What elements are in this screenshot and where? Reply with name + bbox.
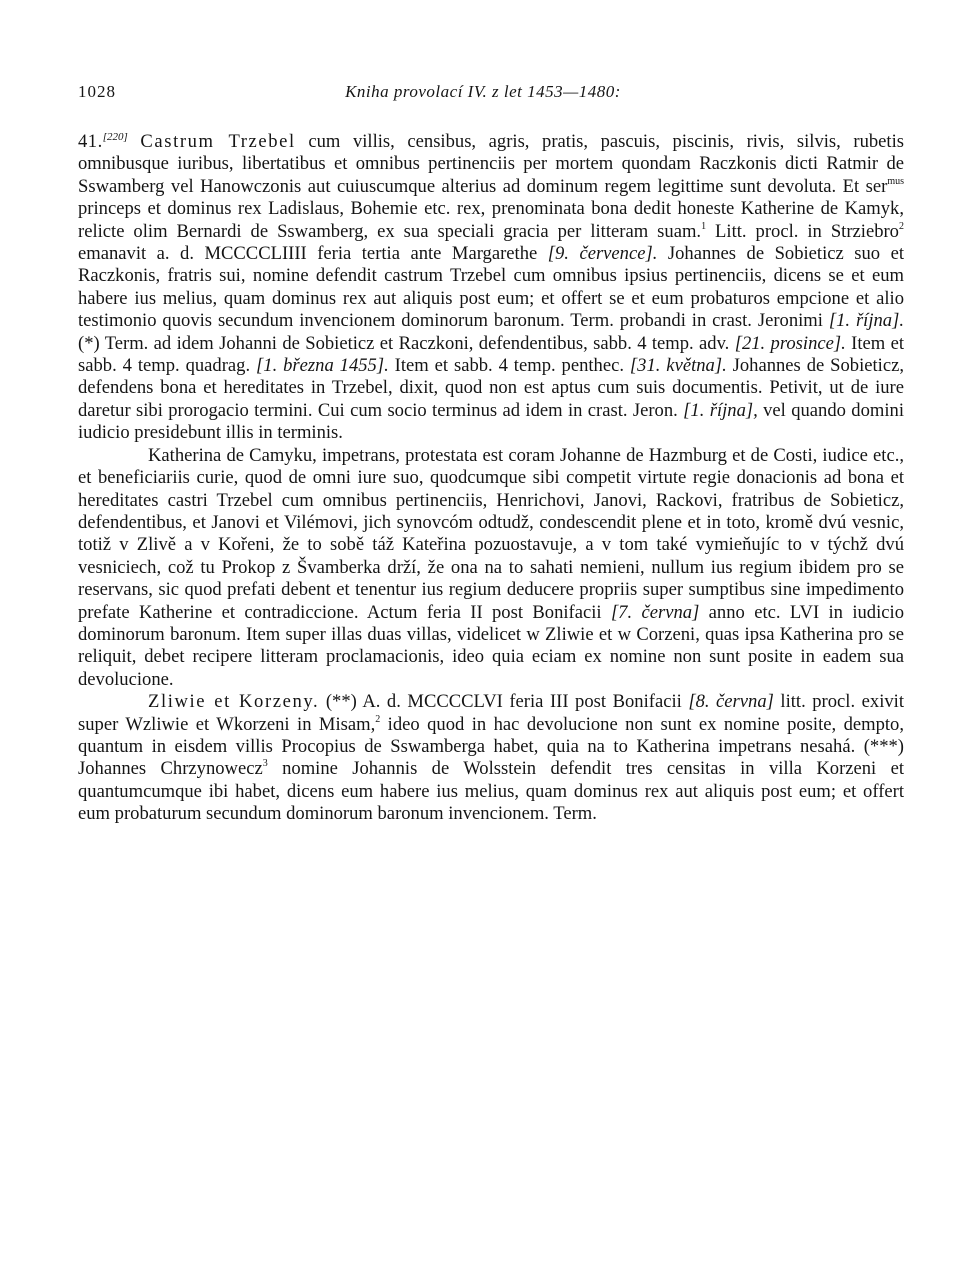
editorial-date: [9. července]. bbox=[547, 243, 658, 265]
text-run: anno etc. LVI in iudicio dominorum baronum. Item super illas duas villas, videlicet w Zliwie et w Corzeni, quas ipsa Katherina pro se reliquit, debet recipere litteram proclamacionis, ideo quia eciam ex nomine non sunt posite in eadem sua devolucione. bbox=[78, 601, 904, 690]
footnote-marker: 1 bbox=[701, 220, 707, 232]
text-run: Johannes de Sobieticz, defendens bona et hereditates in Trzebel, dixit, quod non est aptus cum suis documentis. Petivit, ut de iure daretur sibi prorogacio termini. Cui cum socio terminus ad idem in crast. Jeron. bbox=[78, 355, 905, 421]
editorial-date: [8. června] bbox=[688, 691, 774, 713]
text-run: Litt. procl. in Strziebro bbox=[706, 220, 899, 242]
page-number: 1028 bbox=[78, 82, 116, 101]
text-run: cum villis, censibus, agris, pratis, pascuis, piscinis, rivis, silvis, rubetis omnibusque iuribus, libertatibus et omnibus pertinenciis per mortem quondam Raczkonis dicti Ratmir de Sswamberg vel Hanowczonis aut cuiuscumque alterius ad dominum regem legittime sunt devoluta. Et ser bbox=[78, 131, 904, 197]
text-run: nomine Johannis de Wolsstein defendit tres censitas in villa Korzeni et quantumcumque ibi habet, dicens eum habere ius melius, quam dominus rex aut aliquis post eum; et offert eum probaturum secundum dominorum baronum invencionem. Term. bbox=[78, 758, 904, 825]
editorial-date: [1. března 1455]. bbox=[256, 355, 389, 377]
text-run: Item et sabb. 4 temp. penthec. bbox=[388, 355, 630, 377]
footnote-marker: 2 bbox=[375, 713, 381, 725]
entry-reference: [220] bbox=[102, 131, 128, 143]
text-run: Katherina de Camyku, impetrans, protestata est coram Johanne de Hazmburg et de Costi, iudice etc., et beneficiariis curie, quod de omni iure suo, quodcumque sibi competit virtute regie donacionis ad bona et hereditates castri Trzebel cum omnibus pertinenciis, Henrichovi, Janovi, Rackovi, fratribus de Sobieticz, defendentibus, et Janovi et Vilémovi, jich synovcóm odtudž, condescendit plene et in toto, kromě dvú vesnic, totiž v Zlivě a v Kořeni, že to sobě táž Kateřina pozuostavuje, a v tom také vymieňujíc to v týchž dvú vesniciech, což tu Prokop z Švamberka drží, že ona na to sahati nemieni, nullum ius regium ibidem pro se reservans, sic quod prefati debent et tenentur ius regium deducere propriis super sumptibus sine impedimento prefate Katherine et contradiccione. Actum feria II post Bonifacii bbox=[78, 444, 904, 623]
entry-paragraph-1 bbox=[78, 131, 904, 445]
footnote-marker: 3 bbox=[262, 758, 268, 770]
footnote-marker: 2 bbox=[898, 220, 904, 232]
text-run: litt. procl. exivit super Wzliwie et Wkorzeni in Misam, bbox=[78, 691, 904, 735]
editorial-date: [21. prosince]. bbox=[734, 332, 846, 354]
editorial-date: [1. října], bbox=[683, 399, 758, 421]
text-run: Johannes de Sobieticz suo et Raczkonis, fratris sui, nomine defendit castrum Trzebel cum omnibus ipsius pertinenciis, dicens se et eum habere ius melius, quam dominus rex aut aliquis post eum; et offert se et eum probaturos empcione et alio testimonio quovis secundum invencionem dominorum baronum. Term. probandi in crast. Jeronimi bbox=[78, 243, 904, 332]
castle-name: Castrum Trzebel bbox=[140, 131, 296, 152]
text-run: (*) Term. ad idem Johanni de Sobieticz et Raczkoni, defendentibus, sabb. 4 temp. adv. bbox=[78, 332, 735, 354]
text-run: vel quando domini iudicio presidebunt illis in terminis. bbox=[78, 399, 904, 444]
editorial-date: [1. října]. bbox=[828, 310, 904, 332]
text-run: ideo quod in hac devolucione non sunt ex nomine posite, dempto, quantum in eisdem villis Procopius de Sswamberga habet, quia na to Katherina impetrans nesahá. (***) Johannes Chrzynowecz bbox=[78, 713, 904, 780]
entry-paragraph-2 bbox=[78, 445, 904, 691]
superscript-mus: mus bbox=[887, 175, 904, 187]
text-run: (**) A. d. MCCCCLVI feria III post Bonifacii bbox=[319, 691, 689, 713]
text-run: Item et sabb. 4 temp. quadrag. bbox=[78, 332, 904, 377]
page-header bbox=[78, 78, 888, 106]
editorial-date: [31. května]. bbox=[629, 355, 727, 377]
entry-number: 41. bbox=[78, 131, 103, 152]
entry-paragraph-3 bbox=[78, 691, 904, 825]
document-body bbox=[78, 131, 904, 826]
editorial-date: [7. června] bbox=[610, 601, 700, 623]
text-run: princeps et dominus rex Ladislaus, Bohemie etc. rex, prenominata bona dedit honeste Katherine de Kamyk, relicte olim Bernardi de Sswamberg, ex sua speciali gracia per litteram suam. bbox=[78, 198, 904, 242]
villages-heading: Zliwie et Korzeny. bbox=[148, 691, 320, 713]
text-run: emanavit a. d. MCCCCLIIII feria tertia ante Margarethe bbox=[78, 243, 548, 265]
running-title: Kniha provolací IV. z let 1453—1480: bbox=[345, 82, 621, 101]
